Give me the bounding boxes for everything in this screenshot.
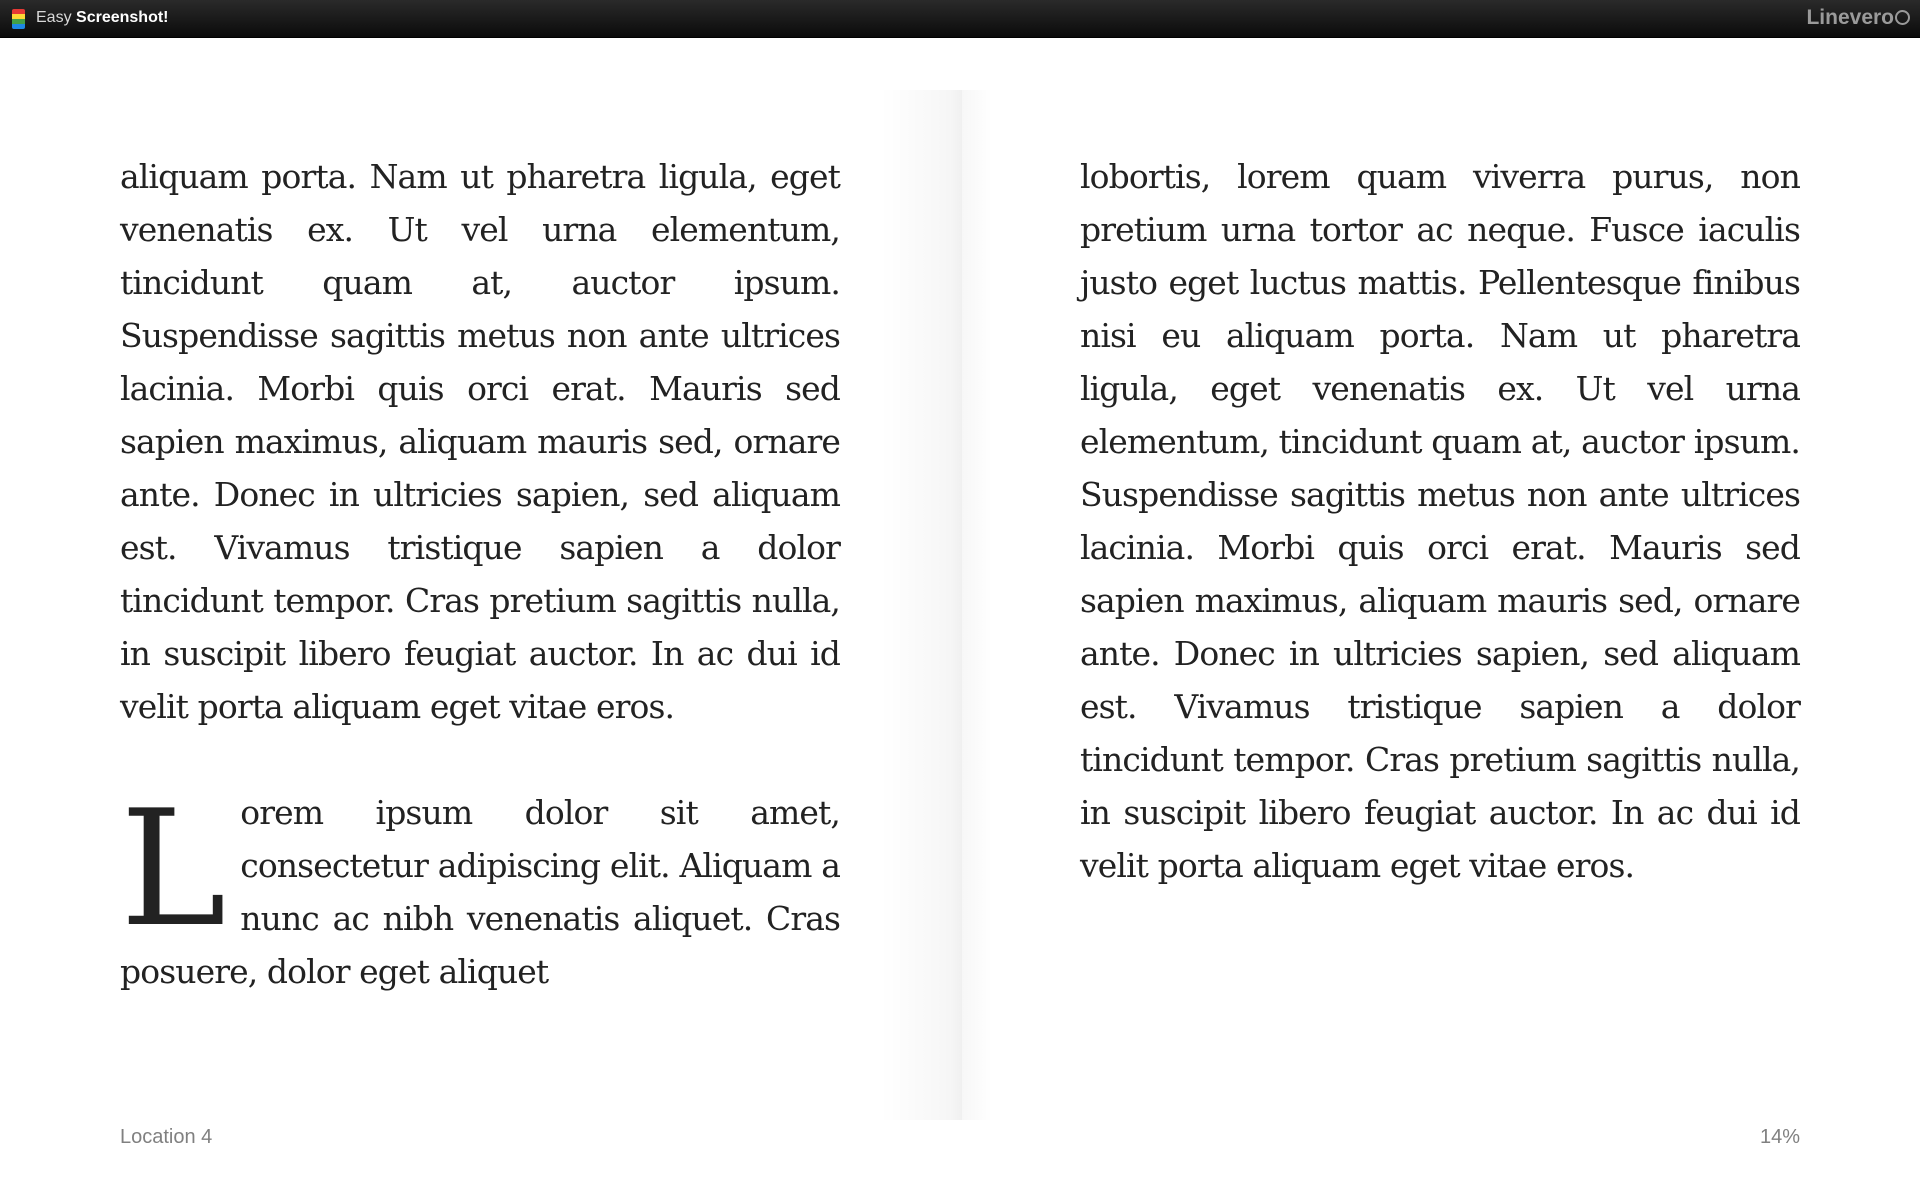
right-page-paragraph-1: lobortis, lorem quam viverra purus, non pretium urna tortor ac neque. Fusce iaculis justo eget luctus mattis. Pellentesque finibus nisi eu aliquam porta. Nam ut pharetra ligula, eget venenatis ex. Ut vel urna elementum, tincidunt quam at, auctor ipsum. Suspendisse sagittis metus non ante ultrices lacinia. Morbi quis orci erat. Mauris sed sapien maximus, aliquam mauris sed, ornare ante. Donec in ultricies sapien, sed aliquam est. Vivamus tristique sapien a dolor tincidunt tempor. Cras pretium sagittis nulla, in suscipit libero feugiat auctor. In ac dui id velit porta aliquam eget vitae eros.	[1080, 157, 1800, 885]
left-page[interactable]	[120, 150, 840, 998]
drop-cap: L	[120, 775, 227, 962]
left-page-paragraph-2	[120, 775, 840, 998]
location-indicator[interactable]: Location 4	[120, 1126, 213, 1148]
right-page[interactable]	[1080, 150, 1800, 892]
app-name-light: Easy	[36, 9, 72, 26]
brand-name: Linevero	[1806, 6, 1894, 29]
app-titlebar	[0, 0, 1920, 38]
book-spine-shadow-right	[962, 90, 992, 1120]
left-page-paragraph-2-text: orem ipsum dolor sit amet, consectetur adipiscing elit. Aliquam a nunc ac nibh venenatis aliquet. Cras posuere, dolor eget aliquet	[120, 793, 840, 991]
reading-progress[interactable]: 14%	[1759, 1126, 1800, 1148]
rotate-icon	[1895, 10, 1910, 25]
left-page-paragraph-1: aliquam porta. Nam ut pharetra ligula, eget venenatis ex. Ut vel urna elementum, tincidunt quam at, auctor ipsum. Suspendisse sagittis metus non ante ultrices lacinia. Morbi quis orci erat. Mauris sed sapien maximus, aliquam mauris sed, ornare ante. Donec in ultricies sapien, sed aliquam est. Vivamus tristique sapien a dolor tincidunt tempor. Cras pretium sagittis nulla, in suscipit libero feugiat auctor. In ac dui id velit porta aliquam eget vitae eros.	[120, 157, 840, 726]
app-logo-icon	[12, 9, 25, 29]
book-spine-shadow-left	[880, 90, 962, 1120]
brand-logo	[1806, 0, 1910, 36]
app-title	[36, 0, 169, 36]
app-name-bold: Screenshot!	[76, 9, 169, 26]
